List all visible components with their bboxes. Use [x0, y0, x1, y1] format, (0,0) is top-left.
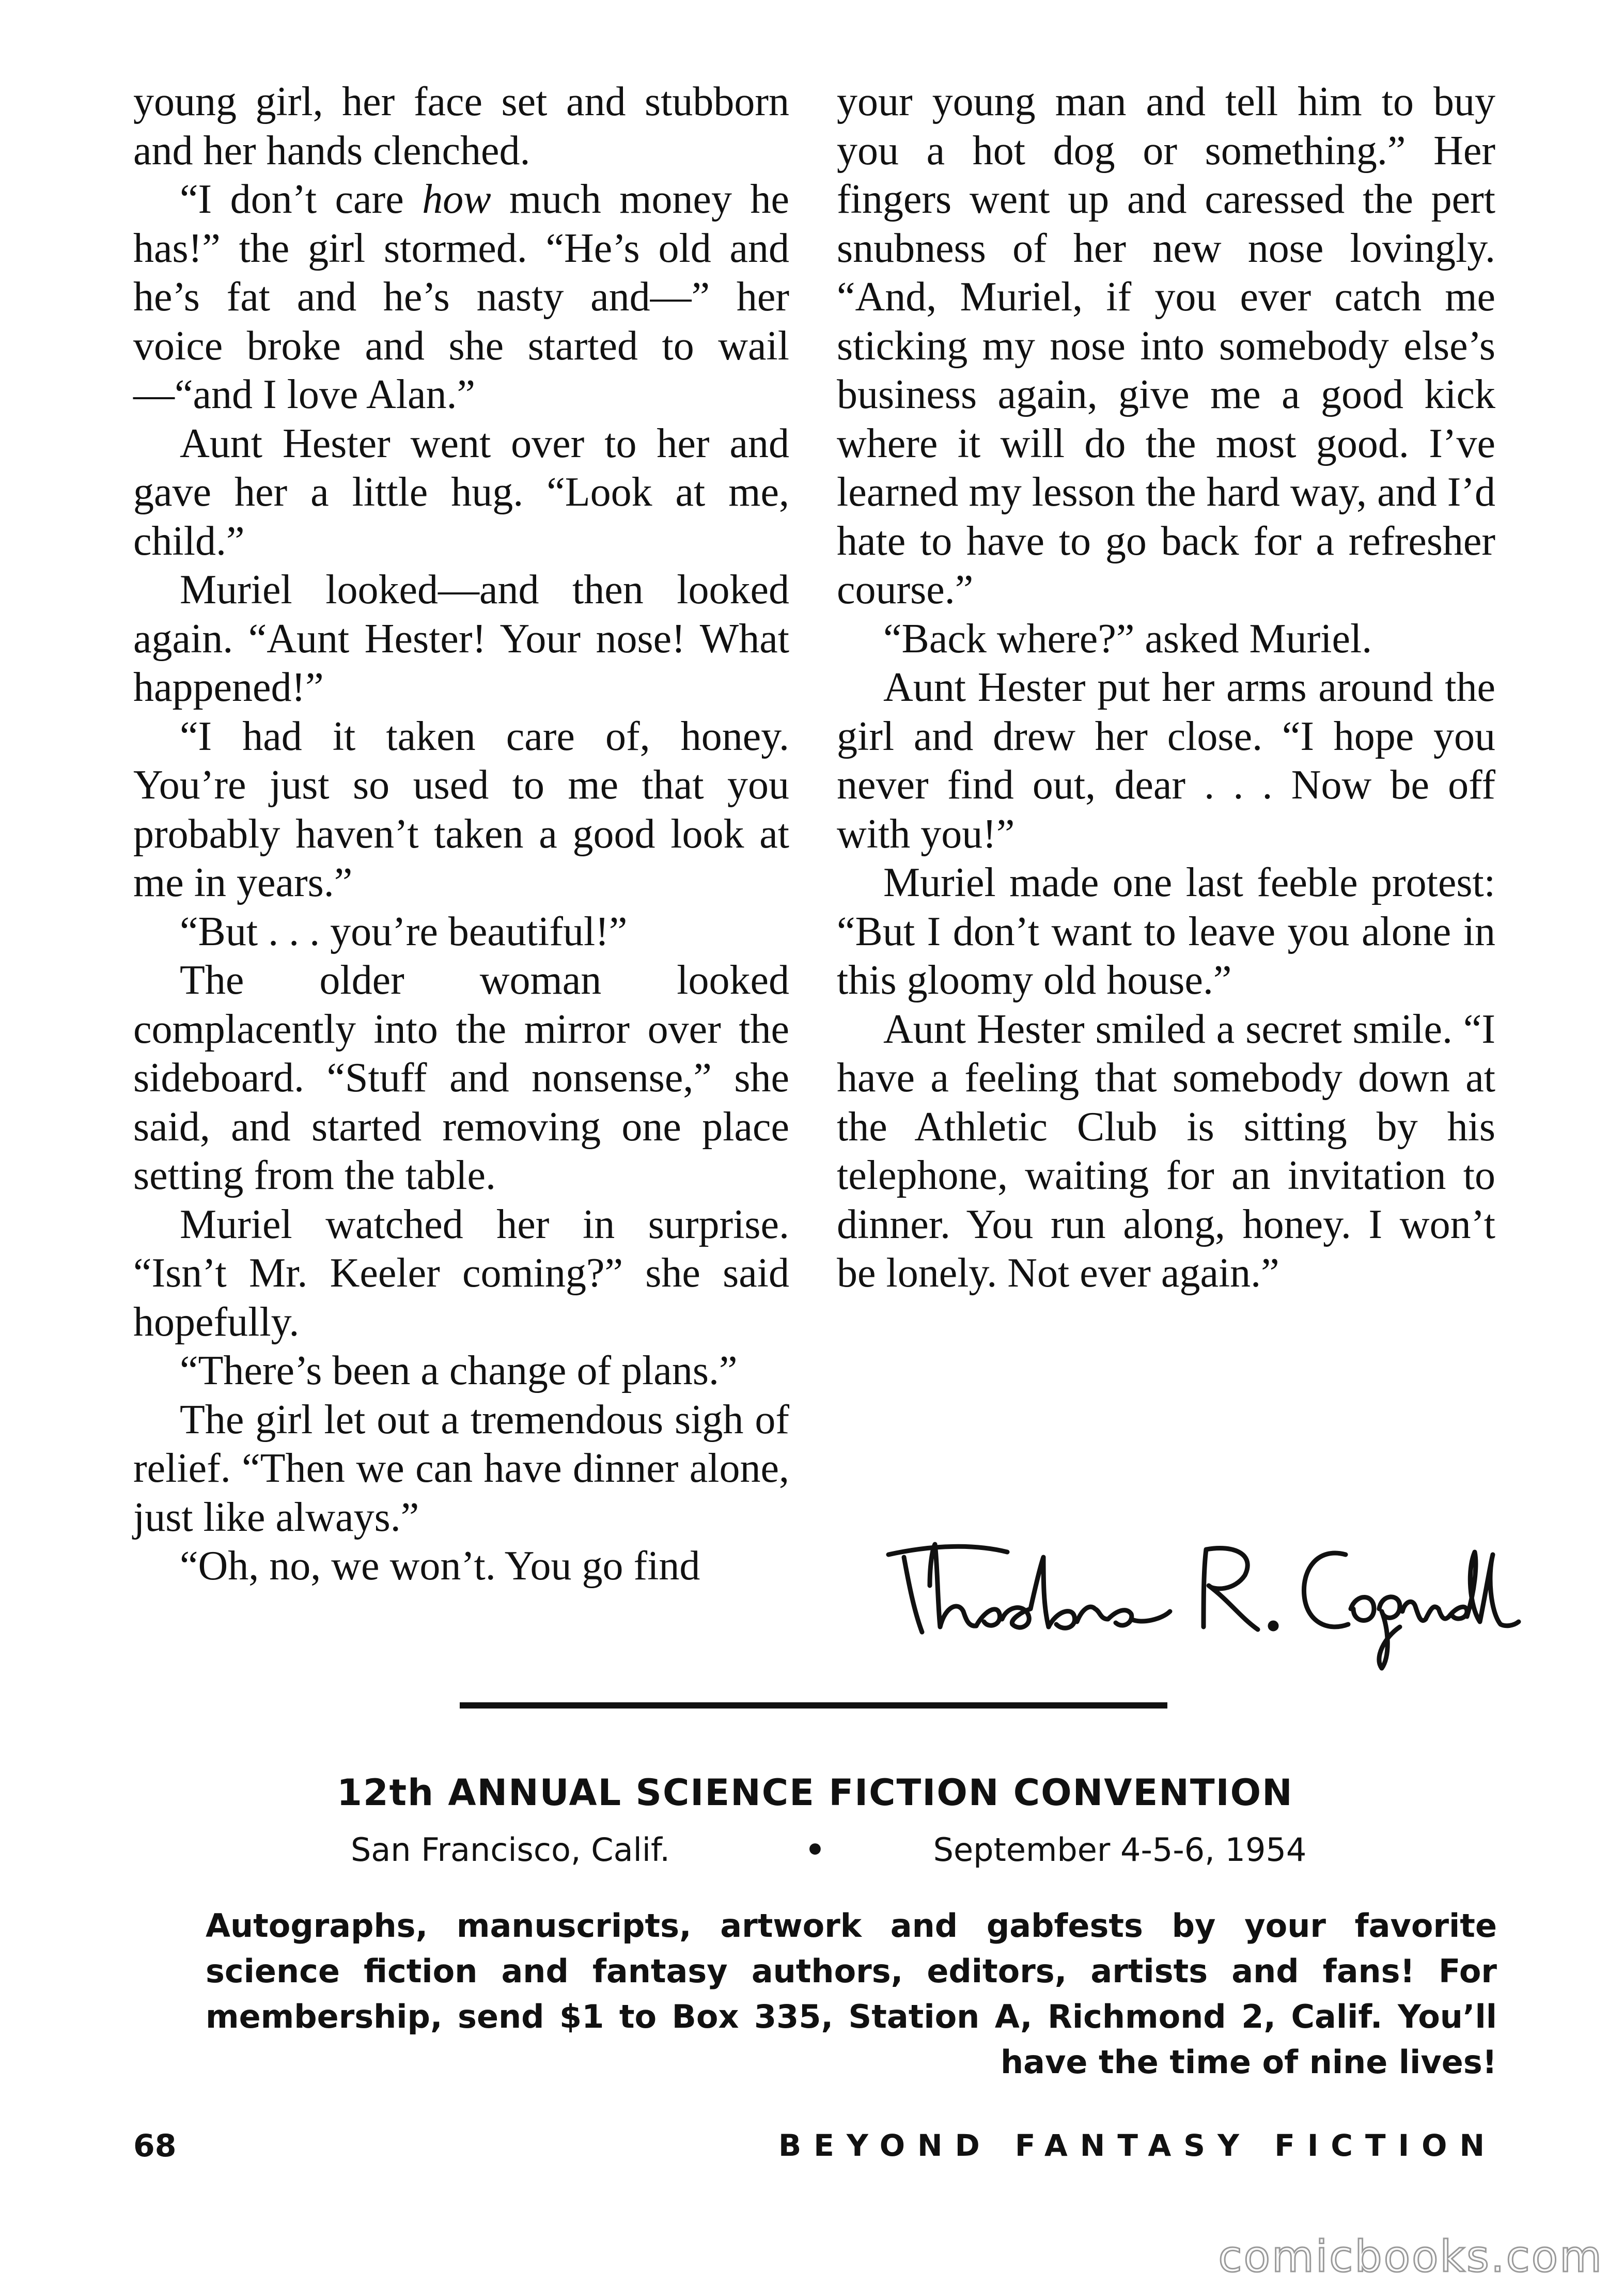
paragraph: “Oh, no, we won’t. You go find [180, 1543, 700, 1589]
left-text-column [133, 77, 789, 1591]
paragraph: your young man and tell him to buy you a hot dog or something.” Her fingers went up and caressed the pert snubness of her new nose lovingly. “And, Muriel, if you ever catch me sticking my nose into somebody else’s business again, give me a good kick where it will do the most good. I’ve learned my lesson the hard way, and I’d hate to have to go back for a refresher course.” [837, 79, 1495, 613]
section-divider [460, 1702, 1167, 1709]
paragraph: “There’s been a change of plans.” [180, 1348, 738, 1393]
paragraph: Muriel made one last feeble protest: “But I don’t want to leave you alone in this gloomy old house.” [837, 860, 1495, 1003]
paragraph: Muriel looked—and then looked again. “Aunt Hester! Your nose! What happened!” [133, 567, 789, 710]
paragraph: Aunt Hester put her arms around the girl and drew her close. “I hope you never find out, dear . . . Now be off with you!” [837, 665, 1495, 857]
convention-dates: September 4-5-6, 1954 [933, 1831, 1307, 1869]
paragraph: Muriel watched her in surprise. “Isn’t Mr. Keeler coming?” she said hopefully. [133, 1201, 789, 1345]
paragraph: “Back where?” asked Muriel. [883, 616, 1372, 662]
page-number: 68 [133, 2128, 177, 2164]
convention-location: San Francisco, Calif. [350, 1831, 670, 1869]
right-text-column [837, 77, 1495, 1298]
convention-title: 12th ANNUAL SCIENCE FICTION CONVENTION [337, 1772, 1293, 1814]
text-run: “I don’t care [180, 177, 423, 222]
running-footer-title: BEYOND FANTASY FICTION [778, 2128, 1497, 2163]
paragraph: “I had it taken care of, honey. You’re just so used to me that you probably haven’t taken a good look at me in years.” [133, 713, 789, 905]
paragraph: Aunt Hester smiled a secret smile. “I have a feeling that somebody down at the Athletic Club is sitting by his telephone, waiting for an invitation to dinner. You run along, honey. I won’t be lonely. Not ever again.” [837, 1006, 1495, 1296]
text-run: much money he has!” the girl stormed. “He’s old and he’s fat and he’s nasty and—” her voice broke and she started to wail—“and I love Alan.” [133, 177, 789, 417]
watermark: comicbooks.com [1218, 2231, 1603, 2282]
paragraph: “But . . . you’re beautiful!” [180, 908, 628, 954]
signature-icon [873, 1508, 1524, 1673]
paragraph: young girl, her face set and stubborn and her hands clenched. [133, 79, 789, 174]
paragraph: The older woman looked complacently into the mirror over the sideboard. “Stuff and nonsense,” she said, and started removing one place setting from the table. [133, 958, 789, 1198]
emphasis-text: how [422, 177, 491, 222]
paragraph: The girl let out a tremendous sigh of relief. “Then we can have dinner alone, just like always.” [133, 1397, 789, 1540]
bullet-separator: • [805, 1831, 825, 1869]
convention-details [133, 1831, 1497, 1869]
author-signature [873, 1508, 1524, 1673]
paragraph [133, 175, 789, 419]
paragraph: Aunt Hester went over to her and gave her a little hug. “Look at me, child.” [133, 420, 789, 564]
convention-description: Autographs, manuscripts, artwork and gabfests by your favorite science fiction and fantasy authors, editors, artists and fans! For membership, send $1 to Box 335, Station A, Richmond 2, Calif. You’ll have the time of nine lives! [206, 1907, 1497, 2081]
